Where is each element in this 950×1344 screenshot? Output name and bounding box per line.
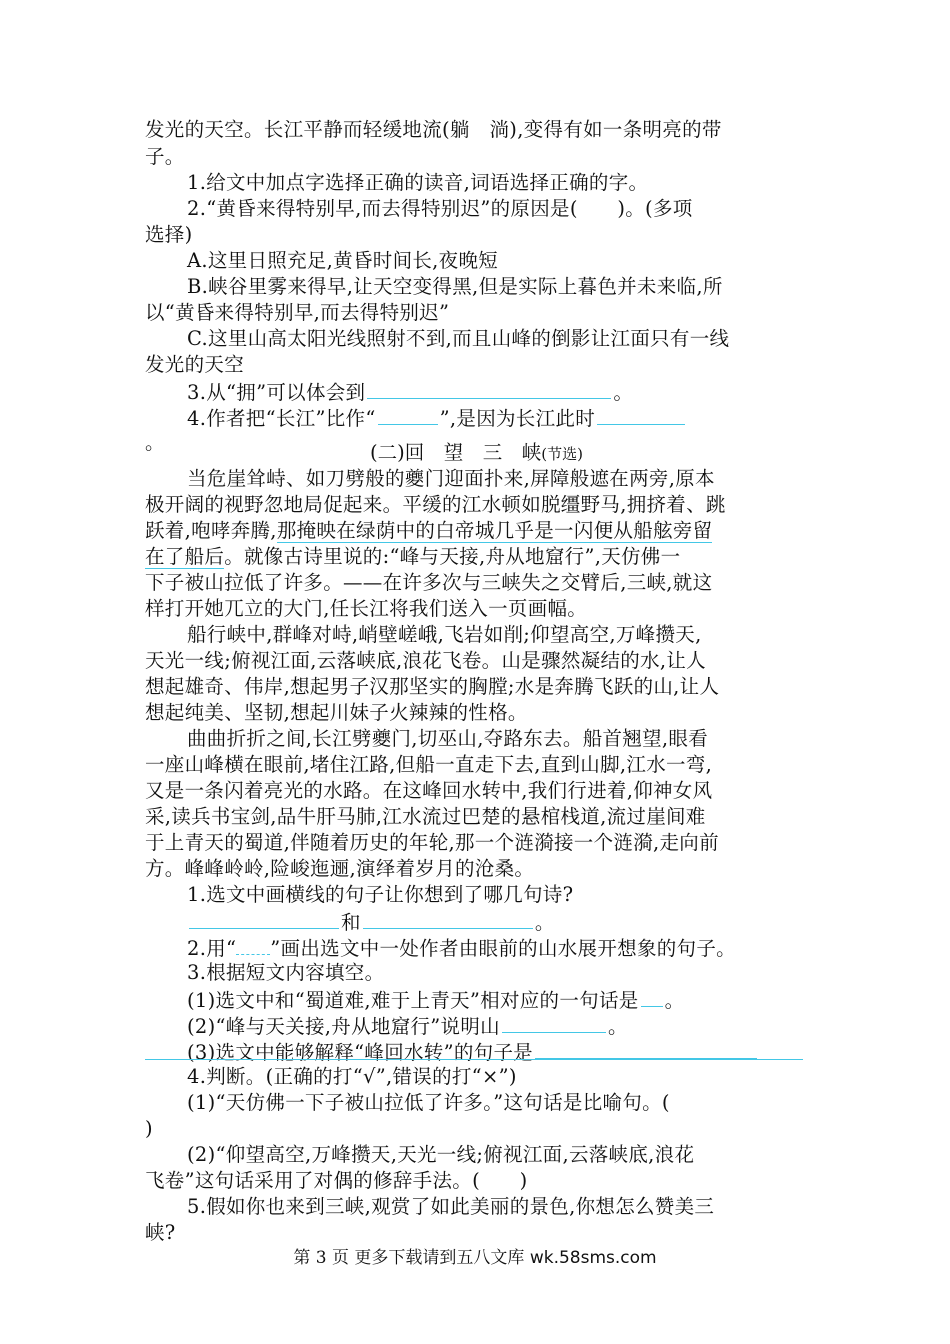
sub-question-3-1: (1)选文中和“蜀道难,难于上青天”相对应的一句话是 。 bbox=[187, 986, 684, 1014]
option-b-cont: 以“黄昏来得特别早,而去得特别迟” bbox=[145, 301, 450, 324]
paragraph-line: 想起雄奇、伟岸,想起男子汉那坚实的胸膛;水是奔腾飞跃的山,让人 bbox=[145, 675, 720, 698]
question-4-end: 。 bbox=[145, 431, 165, 454]
option-c-cont: 发光的天空 bbox=[145, 353, 245, 376]
paragraph-line: 在了船后。就像古诗里说的:“峰与天接,舟从地窟行”,天仿佛一 bbox=[145, 545, 681, 568]
answer-blank[interactable] bbox=[535, 1038, 757, 1059]
footer-site-link[interactable]: wk.58sms.com bbox=[529, 1248, 657, 1268]
footer-text: 更多下载请到五八文库 bbox=[349, 1248, 530, 1268]
underlined-sentence: 那掩映在绿荫中的白帝城几乎是一闪便从船舷旁留 bbox=[276, 519, 713, 542]
sub-question-4-1-end: ) bbox=[145, 1117, 153, 1140]
paragraph-line: 样打开她兀立的大门,任长江将我们送入一页画幅。 bbox=[145, 597, 588, 620]
sub-question-3-2: (2)“峰与天关接,舟从地窟行”说明山 。 bbox=[187, 1012, 628, 1040]
paragraph-line: 下子被山拉低了许多。——在许多次与三峡失之交臂后,三峡,就这 bbox=[145, 571, 713, 594]
paragraph-line: 船行峡中,群峰对峙,峭壁嵯峨,飞岩如削;仰望高空,万峰攒天, bbox=[187, 623, 702, 646]
answer-blank[interactable] bbox=[597, 404, 685, 425]
paragraph-line: 跃着,咆哮奔腾,那掩映在绿荫中的白帝城几乎是一闪便从船舷旁留 bbox=[145, 519, 713, 542]
answer-blank[interactable] bbox=[363, 908, 533, 929]
paragraph-line: 方。峰峰岭岭,险峻迤逦,演绎着岁月的沧桑。 bbox=[145, 857, 535, 880]
sub-question-4: 4.判断。(正确的打“√”,错误的打“×”) bbox=[187, 1065, 517, 1088]
text-line: 子。 bbox=[145, 145, 185, 168]
paragraph-line: 又是一条闪着亮光的水路。在这峰回水转中,我们行进着,仰神女风 bbox=[145, 779, 713, 802]
option-c: C.这里山高太阳光线照射不到,而且山峰的倒影让江面只有一线 bbox=[187, 327, 730, 350]
question-2: 2.“黄昏来得特别早,而去得特别迟”的原因是( )。(多项 bbox=[187, 197, 693, 220]
option-a: A.这里日照充足,黄昏时间长,夜晚短 bbox=[187, 249, 499, 272]
answer-blank[interactable] bbox=[378, 404, 438, 425]
sub-question-4-1: (1)“天仿佛一下子被山拉低了许多。”这句话是比喻句。( bbox=[187, 1091, 670, 1114]
paragraph-line: 于上青天的蜀道,伴随着历史的年轮,那一个涟漪接一个涟漪,走向前 bbox=[145, 831, 719, 854]
sub-question-3: 3.根据短文内容填空。 bbox=[187, 961, 385, 984]
sub-question-5-cont: 峡? bbox=[145, 1221, 176, 1244]
answer-blank[interactable] bbox=[641, 986, 663, 1007]
paragraph-line: 曲曲折折之间,长江劈夔门,切巫山,夺路东去。船首翘望,眼看 bbox=[187, 727, 708, 750]
sub-question-1-answers: 和 。 bbox=[187, 908, 555, 936]
underlined-sentence: 在了船后 bbox=[145, 545, 225, 568]
answer-blank[interactable] bbox=[189, 908, 339, 929]
sub-question-4-2: (2)“仰望高空,万峰攒天,天光一线;俯视江面,云落峡底,浪花 bbox=[187, 1143, 695, 1166]
page-footer bbox=[0, 1243, 950, 1268]
section-title: (二)回 望 三 峡(节选) bbox=[370, 441, 583, 464]
answer-blank[interactable] bbox=[502, 1012, 606, 1033]
sub-question-2: 2.用“ ”画出选文中一处作者由眼前的山水展开想象的句子。 bbox=[187, 934, 736, 962]
question-4: 4.作者把“长江”比作“ ”,是因为长江此时 bbox=[187, 404, 687, 432]
paragraph-line: 一座山峰横在眼前,堵住江路,但船一直走下去,直到山脚,江水一弯, bbox=[145, 753, 713, 776]
option-b: B.峡谷里雾来得早,让天空变得黑,但是实际上暮色并未来临,所 bbox=[187, 275, 723, 298]
paragraph-line: 极开阔的视野忽地局促起来。平缓的江水顿如脱缰野马,拥挤着、跳 bbox=[145, 493, 726, 516]
paragraph-line: 想起纯美、坚韧,想起川妹子火辣辣的性格。 bbox=[145, 701, 528, 724]
paragraph-line: 当危崖耸峙、如刀劈般的夔门迎面扑来,屏障般遮在两旁,原本 bbox=[187, 467, 715, 490]
question-2-cont: 选择) bbox=[145, 223, 193, 246]
question-3: 3.从“拥”可以体会到 。 bbox=[187, 378, 633, 406]
sub-question-4-2-cont: 飞卷”这句话采用了对偶的修辞手法。( ) bbox=[145, 1169, 528, 1192]
paragraph-line: 采,读兵书宝剑,品牛肝马肺,江水流过巴楚的悬棺栈道,流过崖间难 bbox=[145, 805, 706, 828]
sub-question-3-3: (3)选文中能够解释“峰回水转”的句子是 bbox=[187, 1038, 759, 1066]
question-1: 1.给文中加点字选择正确的读音,词语选择正确的字。 bbox=[187, 171, 649, 194]
text-line: 发光的天空。长江平静而轻缓地流(躺 淌),变得有如一条明亮的带 bbox=[145, 118, 722, 141]
sub-question-1: 1.选文中画横线的句子让你想到了哪几句诗? bbox=[187, 883, 574, 906]
sub-question-5: 5.假如你也来到三峡,观赏了如此美丽的景色,你想怎么赞美三 bbox=[187, 1195, 715, 1218]
question-3-text: 3.从“拥”可以体会到 bbox=[187, 381, 366, 404]
paragraph-line: 天光一线;俯视江面,云落峡底,浪花飞卷。山是骤然凝结的水,让人 bbox=[145, 649, 706, 672]
page-number: 第 3 页 bbox=[293, 1248, 350, 1268]
wavy-line-mark bbox=[236, 934, 270, 955]
section-note: (节选) bbox=[541, 445, 583, 463]
answer-blank-line[interactable] bbox=[145, 1059, 803, 1060]
answer-blank[interactable] bbox=[367, 378, 611, 399]
